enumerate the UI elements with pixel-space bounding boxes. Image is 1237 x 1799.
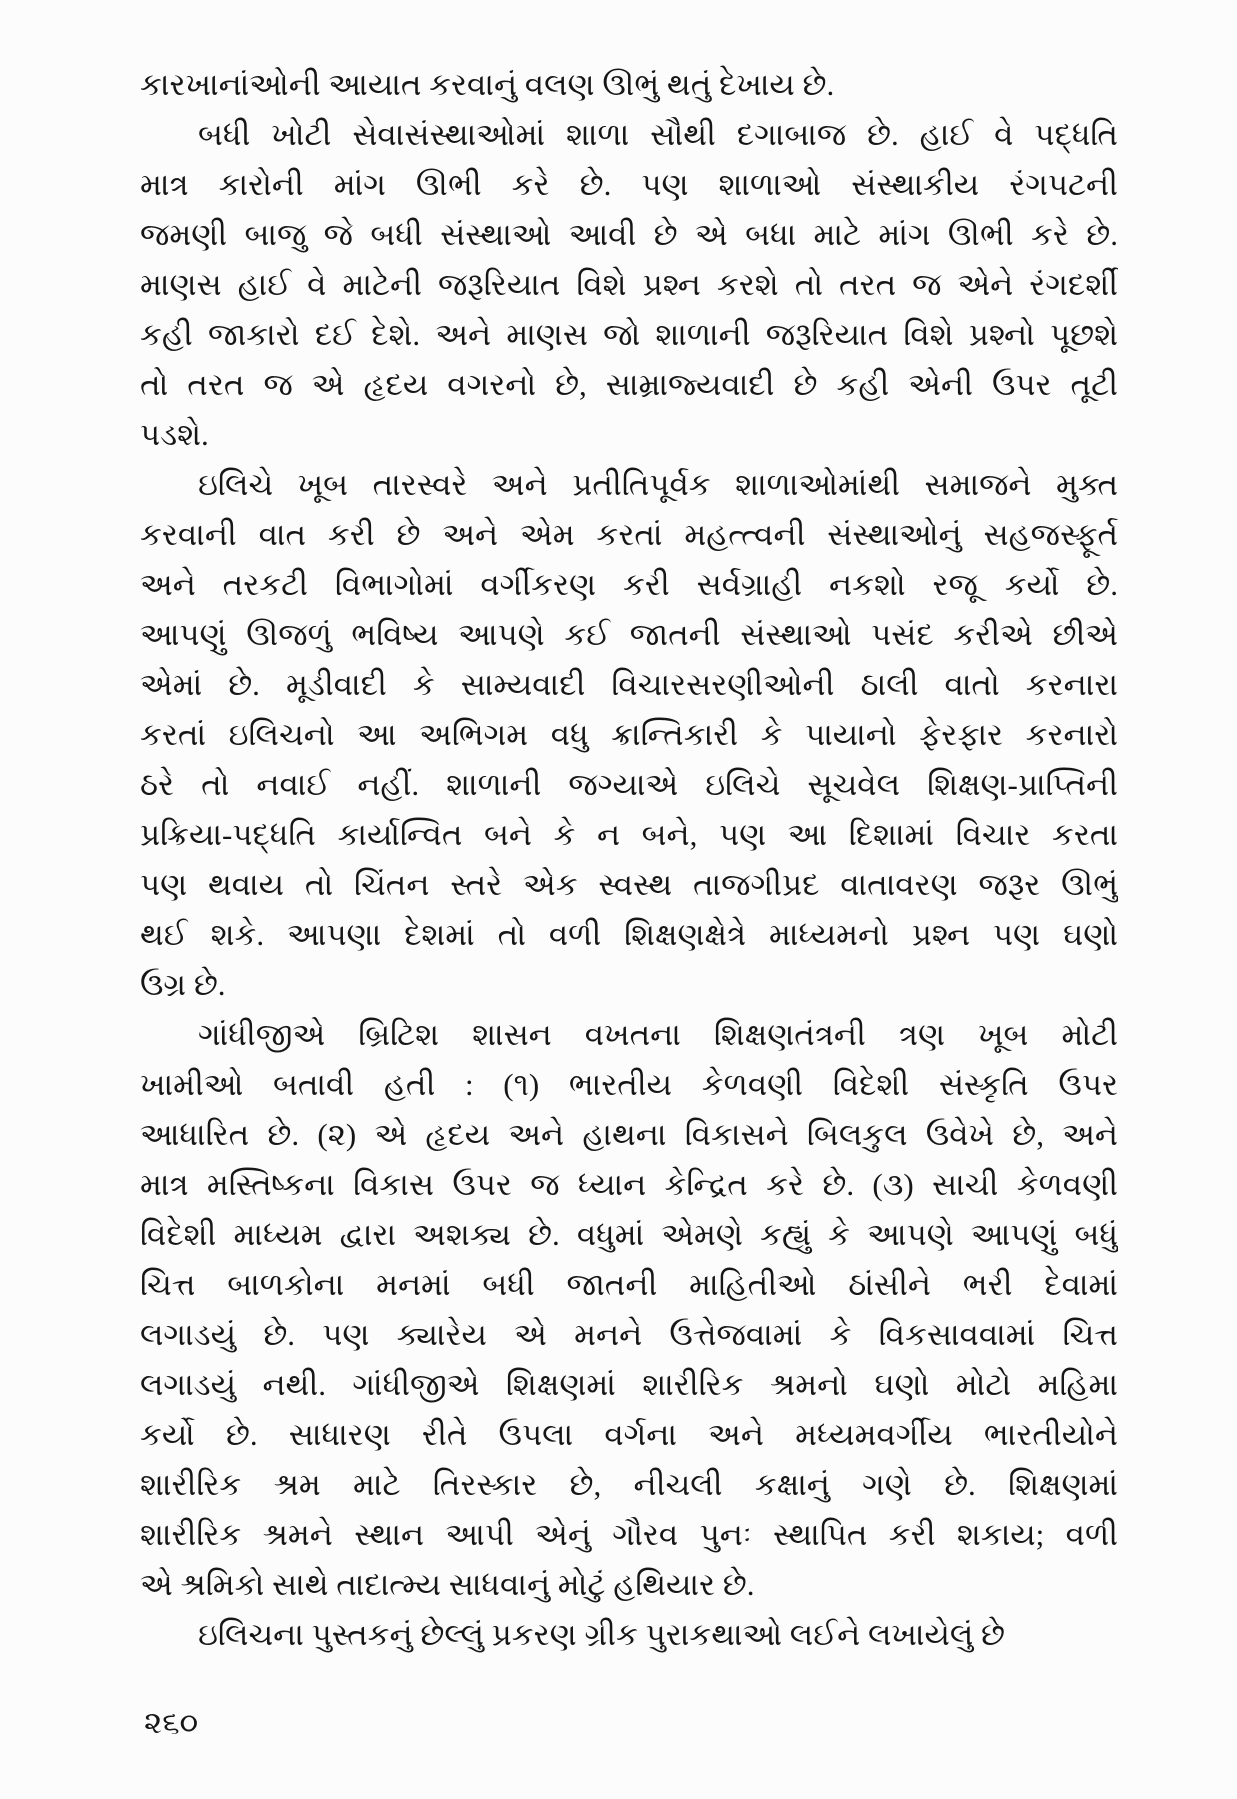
paragraph [140,1010,1118,1610]
paragraph [140,60,1118,110]
text-line: ઠરે તો નવાઈ નહીં. શાળાની જગ્યાએ ઇલિચે સૂચવેલ શિક્ષણ-પ્રાપ્તિની [140,767,1118,802]
text-line: આધારિત છે. (૨) એ હૃદય અને હાથના વિકાસને બિલકુલ ઉવેખે છે, અને [140,1117,1118,1152]
text-line: માત્ર મસ્તિષ્કના વિકાસ ઉપર જ ધ્યાન કેન્દ્રિત કરે છે. (૩) સાચી કેળવણી [140,1167,1118,1202]
text-line: કરવાની વાત કરી છે અને એમ કરતાં મહત્ત્વની સંસ્થાઓનું સહજસ્ફૂર્ત [140,517,1118,552]
text-line: કરતાં ઇલિચનો આ અભિગમ વધુ ક્રાન્તિકારી કે પાયાનો ફેરફાર કરનારો [140,717,1118,752]
paragraph [140,1610,1118,1660]
text-line: ગાંધીજીએ બ્રિટિશ શાસન વખતના શિક્ષણતંત્રની ત્રણ ખૂબ મોટી [198,1017,1118,1052]
page-number: ૨૬૦ [144,1705,199,1740]
text-line: પડશે. [140,417,209,452]
text-line: કહી જાકારો દઈ દેશે. અને માણસ જો શાળાની જરૂરિયાત વિશે પ્રશ્નો પૂછશે [140,317,1118,352]
text-line: અને તરકટી વિભાગોમાં વર્ગીકરણ કરી સર્વગ્રાહી નકશો રજૂ કર્યો છે. [140,567,1118,602]
text-line: ઇલિચે ખૂબ તારસ્વરે અને પ્રતીતિપૂર્વક શાળાઓમાંથી સમાજને મુક્ત [198,467,1118,502]
text-line: કારખાનાંઓની આયાત કરવાનું વલણ ઊભું થતું દેખાય છે. [140,67,835,102]
paragraph [140,460,1118,1010]
text-line: આપણું ઊજળું ભવિષ્ય આપણે કઈ જાતની સંસ્થાઓ પસંદ કરીએ છીએ [140,617,1118,652]
body-text [140,60,1118,1660]
text-line: ઉગ્ર છે. [140,967,226,1002]
text-line: જમણી બાજુ જે બધી સંસ્થાઓ આવી છે એ બધા માટે માંગ ઊભી કરે છે. [140,217,1118,252]
text-line: પ્રક્રિયા-પદ્ધતિ કાર્યાન્વિત બને કે ન બને, પણ આ દિશામાં વિચાર કરતા [140,817,1118,852]
text-line: માણસ હાઈ વે માટેની જરૂરિયાત વિશે પ્રશ્ન કરશે તો તરત જ એને રંગદર્શી [140,267,1118,302]
text-line: પણ થવાય તો ચિંતન સ્તરે એક સ્વસ્થ તાજગીપ્રદ વાતાવરણ જરૂર ઊભું [140,867,1118,902]
text-line: એ શ્રમિકો સાથે તાદાત્મ્ય સાધવાનું મોટું હથિયાર છે. [140,1567,755,1602]
text-line: ખામીઓ બતાવી હતી : (૧) ભારતીય કેળવણી વિદેશી સંસ્કૃતિ ઉપર [140,1067,1118,1102]
text-line: લગાડયું નથી. ગાંધીજીએ શિક્ષણમાં શારીરિક શ્રમનો ઘણો મોટો મહિમા [140,1367,1118,1402]
text-line: માત્ર કારોની માંગ ઊભી કરે છે. પણ શાળાઓ સંસ્થાકીય રંગપટની [140,167,1118,202]
paragraph [140,110,1118,460]
text-line: લગાડયું છે. પણ ક્યારેય એ મનને ઉત્તેજવામાં કે વિકસાવવામાં ચિત્ત [140,1317,1118,1352]
text-line: એમાં છે. મૂડીવાદી કે સામ્યવાદી વિચારસરણીઓની ઠાલી વાતો કરનારા [140,667,1118,702]
text-line: થઈ શકે. આપણા દેશમાં તો વળી શિક્ષણક્ષેત્રે માધ્યમનો પ્રશ્ન પણ ઘણો [140,917,1118,952]
text-line: બધી ખોટી સેવાસંસ્થાઓમાં શાળા સૌથી દગાબાજ છે. હાઈ વે પદ્ધતિ [198,117,1118,152]
text-line: શારીરિક શ્રમને સ્થાન આપી એનું ગૌરવ પુનઃ સ્થાપિત કરી શકાય; વળી [140,1517,1118,1552]
text-line: ઇલિચના પુસ્તકનું છેલ્લું પ્રકરણ ગ્રીક પુરાકથાઓ લઈને લખાયેલું છે [198,1617,1006,1652]
text-line: વિદેશી માધ્યમ દ્વારા અશક્ય છે. વધુમાં એમણે કહ્યું કે આપણે આપણું બધું [140,1217,1118,1252]
text-line: કર્યો છે. સાધારણ રીતે ઉપલા વર્ગના અને મધ્યમવર્ગીય ભારતીયોને [140,1417,1118,1452]
text-line: તો તરત જ એ હૃદય વગરનો છે, સામ્રાજ્યવાદી છે કહી એની ઉપર તૂટી [140,367,1118,402]
text-line: ચિત્ત બાળકોના મનમાં બધી જાતની માહિતીઓ ઠાંસીને ભરી દેવામાં [140,1267,1118,1302]
text-line: શારીરિક શ્રમ માટે તિરસ્કાર છે, નીચલી કક્ષાનું ગણે છે. શિક્ષણમાં [140,1467,1118,1502]
